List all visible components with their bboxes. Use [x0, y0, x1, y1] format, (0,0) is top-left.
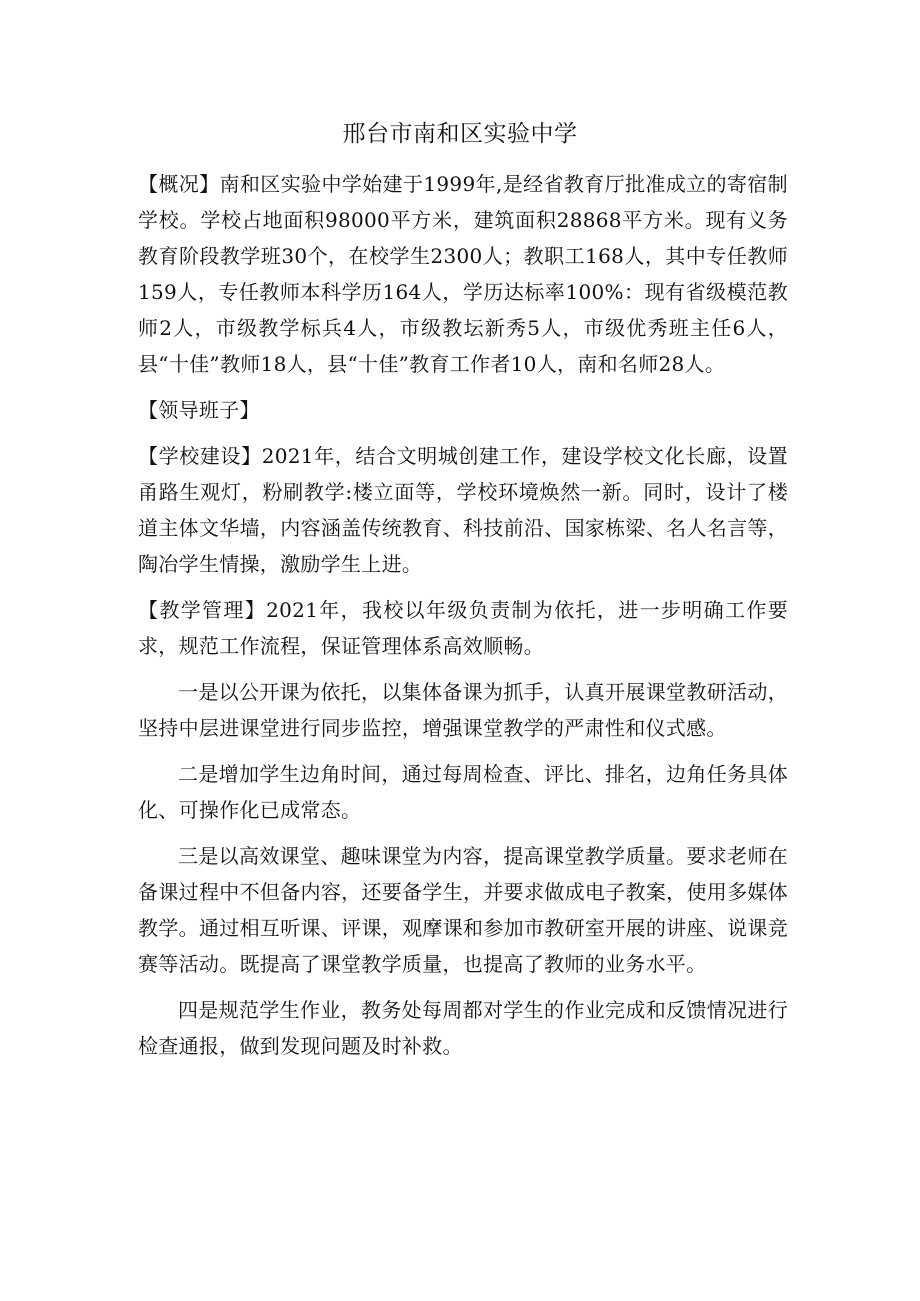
paragraph-overview: 【概况】南和区实验中学始建于1999年,是经省教育厅批准成立的寄宿制学校。学校占地面积98000平方米，建筑面积28868平方米。现有义务教育阶段教学班30个，在校学生2300人；教职工168人，其中专任教师159人，专任教师本科学历164人，学历达标率100%：现有省级模范教师2人，市级教学标兵4人，市级教坛新秀5人，市级优秀班主任6人，县“十佳”教师18人，县“十佳”教育工作者10人，南和名师28人。 — [138, 172, 788, 376]
paragraph-item-one: 一是以公开课为依托，以集体备课为抓手，认真开展课堂教研活动，坚持中层进课堂进行同步监控，增强课堂教学的严肃性和仪式感。 — [138, 680, 788, 740]
document-body — [138, 166, 788, 1074]
paragraph-school-construction: 【学校建设】2021年，结合文明城创建工作，建设学校文化长廊，设置甬路生观灯，粉刷教学:楼立面等，学校环境焕然一新。同时，设计了楼道主体文华墙，内容涵盖传统教育、科技前沿、国家栋梁、名人名言等，陶冶学生情操，激励学生上进。 — [138, 444, 788, 576]
paragraph-item-three: 三是以高效课堂、趣味课堂为内容，提高课堂教学质量。要求老师在备课过程中不但备内容，还要备学生，并要求做成电子教案，使用多媒体教学。通过相互听课、评课，观摩课和参加市教研室开展的讲座、说课竞赛等活动。既提高了课堂教学质量，也提高了教师的业务水平。 — [138, 844, 788, 976]
paragraph-teaching-management: 【教学管理】2021年，我校以年级负责制为依托，进一步明确工作要求，规范工作流程，保证管理体系高效顺畅。 — [138, 598, 788, 658]
paragraph-item-two: 二是增加学生边角时间，通过每周检查、评比、排名，边角任务具体化、可操作化已成常态。 — [138, 762, 788, 822]
document-title: 邢台市南和区实验中学 — [342, 121, 578, 147]
paragraph-leadership: 【领导班子】 — [138, 398, 260, 422]
paragraph-item-four: 四是规范学生作业，教务处每周都对学生的作业完成和反馈情况进行检查通报，做到发现问题及时补救。 — [138, 998, 788, 1058]
